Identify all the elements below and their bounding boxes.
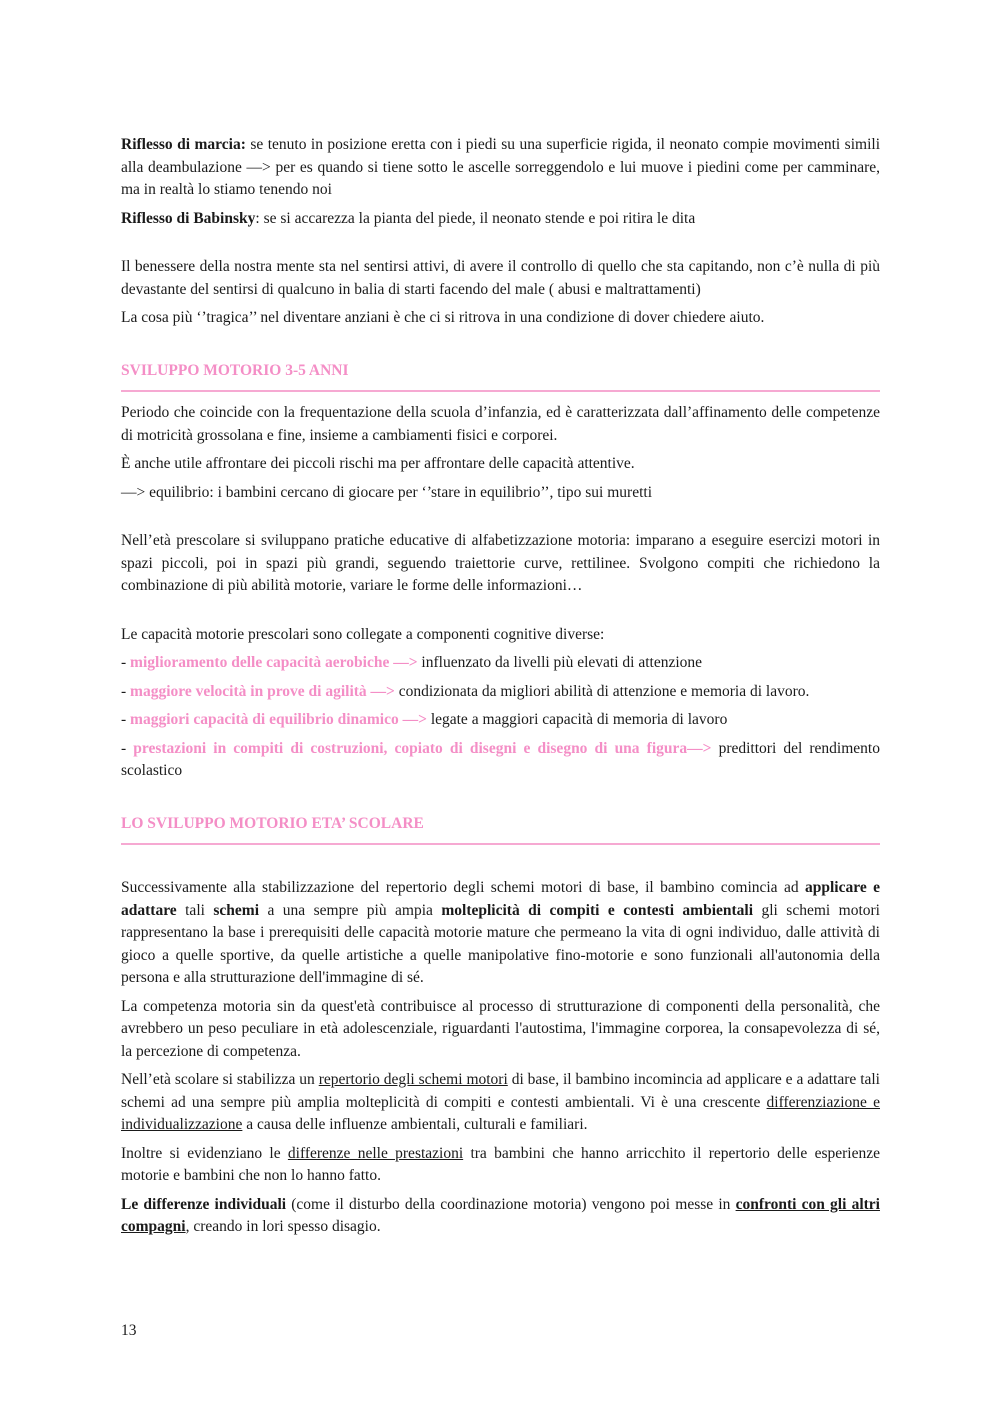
paragraph-stabilizzazione: Successivamente alla stabilizzazione del repertorio degli schemi motori di base, il bambino comincia ad applicare e adattare tali schemi a una sempre più ampia molteplicità di compiti e contesti ambientali gli schemi motori rappresentano la base i prerequisiti delle capacità motorie mature che permeano la vita di ogni individuo, dalle attività di gioco a quelle sportive, da quelle artistiche a quelle manipolative fino-motorie e sono funzionali all'autonomia della persona e alla strutturazione dell'immagine di sé. (121, 879, 880, 986)
paragraph-differenze-prestazioni: Inoltre si evidenziano le differenze nelle prestazioni tra bambini che hanno arricchito il repertorio delle esperienze motorie e bambini che non lo hanno fatto. (121, 1144, 880, 1184)
paragraph-competenza-motoria: La competenza motoria sin da quest'età contribuisce al processo di strutturazione di componenti della personalità, che avrebbero un peso peculiare in età adolescenziale, riguardanti l'autostima, l'immagine corporea, la consapevolezza di sé, la percezione di competenza. (121, 997, 880, 1060)
term-riflesso-babinsky: Riflesso di Babinsky (121, 209, 256, 227)
list-item: - maggiore velocità in prove di agilità —> condizionata da migliori abilità di attenzione e memoria di lavoro. (121, 682, 810, 700)
section-heading-eta-scolare: LO SVILUPPO MOTORIO ETA’ SCOLARE (121, 813, 880, 846)
list-item: - miglioramento delle capacità aerobiche —> influenzato da livelli più elevati di attenzione (121, 654, 703, 671)
highlight-text: miglioramento delle capacità aerobiche —> (130, 654, 418, 671)
list-item: - prestazioni in compiti di costruzioni, copiato di disegni e disegno di una figura—> predittori del rendimento scolastico (121, 739, 880, 779)
paragraph-benessere: Il benessere della nostra mente sta nel sentirsi attivi, di avere il controllo di quello che sta capitando, non c’è nulla di più devastante del sentirsi di qualcuno in balia di starti facendo del male ( abusi e maltrattamenti) (121, 258, 880, 298)
paragraph-eta-scolare: Nell’età scolare si stabilizza un repertorio degli schemi motori di base, il bambino incomincia ad applicare e a adattare tali schemi ad una sempre più amplia molteplicità di compiti e contesti ambientali. Vi è una crescente differenziazione e individualizzazione a causa delle influenze ambientali, culturali e familiari. (121, 1071, 880, 1133)
paragraph-differenze-individuali: Le differenze individuali (come il disturbo della coordinazione motoria) vengono poi messe in confronti con gli altri compagni, creando in lori spesso disagio. (121, 1195, 880, 1235)
paragraph-riflesso-marcia: Riflesso di marcia: se tenuto in posizione eretta con i piedi su una superficie rigida, il neonato compie movimenti simili alla deambulazione —> per es quando si tiene sotto le ascelle sorreggendolo e lui muove i piedini come per camminare, ma in realtà lo stiamo tenendo noi (121, 136, 880, 198)
paragraph-anziani: La cosa più ‘’tragica’’ nel diventare anziani è che ci si ritrova in una condizione di dover chiedere aiuto. (121, 309, 765, 326)
paragraph-eta-prescolare: Nell’età prescolare si sviluppano pratiche educative di alfabetizzazione motoria: imparano a eseguire esercizi motori in spazi piccoli, poi in spazi più grandi, seguendo traiettorie curve, rettilinee. Svolgono compiti che richiedono la combinazione di più abilità motorie, variare le forme delle informazioni… (121, 532, 880, 594)
highlight-text: maggiore velocità in prove di agilità —> (130, 682, 395, 700)
paragraph-rischi: È anche utile affrontare dei piccoli rischi ma per affrontare delle capacità attentive. (121, 455, 635, 472)
list-item: - maggiori capacità di equilibrio dinamico —> legate a maggiori capacità di memoria di lavoro (121, 711, 728, 728)
page-number: 13 (121, 1322, 137, 1339)
highlight-text: prestazioni in compiti di costruzioni, copiato di disegni e disegno di una figura—> (133, 739, 712, 757)
term-riflesso-marcia: Riflesso di marcia: (121, 136, 246, 153)
paragraph-capacita-prescolari: Le capacità motorie prescolari sono collegate a componenti cognitive diverse: (121, 625, 605, 643)
paragraph-periodo: Periodo che coincide con la frequentazione della scuola d’infanzia, ed è caratterizzata dall’affinamento delle competenze di motricità grossolana e fine, insieme a cambiamenti fisici e corporei. (121, 404, 880, 444)
paragraph-riflesso-babinsky: Riflesso di Babinsky: se si accarezza la pianta del piede, il neonato stende e poi ritira le dita (121, 209, 696, 227)
paragraph-equilibrio: —> equilibrio: i bambini cercano di giocare per ‘’stare in equilibrio’’, tipo sui muretti (121, 483, 652, 501)
document-page (121, 134, 880, 1245)
section-heading-sviluppo-3-5: SVILUPPO MOTORIO 3-5 ANNI (121, 360, 880, 393)
highlight-text: maggiori capacità di equilibrio dinamico —> (130, 711, 427, 728)
